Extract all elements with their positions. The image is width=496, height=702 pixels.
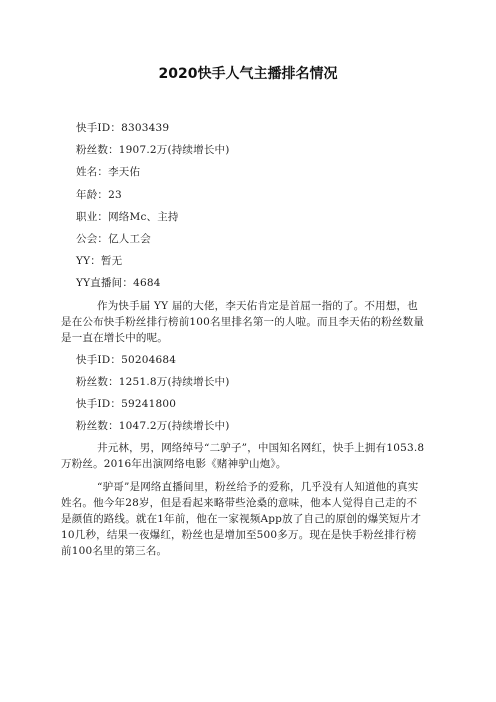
kuaishou-id-line-2: 快手ID：50204684	[76, 353, 177, 366]
kuaishou-id-line-3: 快手ID：59241800	[76, 398, 177, 411]
followers-line: 粉丝数：1907.2万(持续增长中)	[76, 144, 230, 157]
occupation-line: 职业：网络Mc、主持	[76, 210, 179, 223]
kuaishou-id-line: 快手ID：8303439	[76, 122, 170, 134]
paragraph-li-tianyou: 作为快手届 YY 届的大佬，李天佑肯定是首屈一指的了。不用想，也是在公布快手粉丝排行榜前100名里排名第一的人啦。而且李天佑的粉丝数量是一直在增长中的呢。	[61, 299, 425, 344]
document-title: 2020快手人气主播排名情况	[158, 66, 338, 82]
yy-line: YY：暂无	[76, 255, 123, 268]
paragraph-lv-ge: “驴哥”是网络直播间里，粉丝给予的爱称，几乎没有人知道他的真实姓名。他今年28岁，但是看起来略带些沧桑的意味，他本人觉得自己走的不是颜值的路线。就在1年前，他在一家视频App放了自己的原创的爆笑短片才10几秒，结果一夜爆红，粉丝也是增加至500多万。现在是快手粉丝排行榜前100名里的第三名。	[61, 480, 422, 557]
document-body	[61, 120, 426, 565]
paragraph-jing-yuanlin: 井元林，男，网络绰号“二驴子”，中国知名网红，快手上拥有1053.8万粉丝。2016年出演网络电影《赌神驴山炮》。	[61, 442, 425, 471]
followers-line-3: 粉丝数：1047.2万(持续增长中)	[76, 420, 230, 433]
guild-line: 公会：亿人工会	[76, 232, 151, 245]
followers-line-2: 粉丝数：1251.8万(持续增长中)	[76, 375, 230, 388]
name-line: 姓名：李天佑	[76, 166, 141, 179]
age-line: 年龄：23	[76, 188, 122, 201]
yy-room-line: YY直播间：4684	[76, 277, 161, 290]
